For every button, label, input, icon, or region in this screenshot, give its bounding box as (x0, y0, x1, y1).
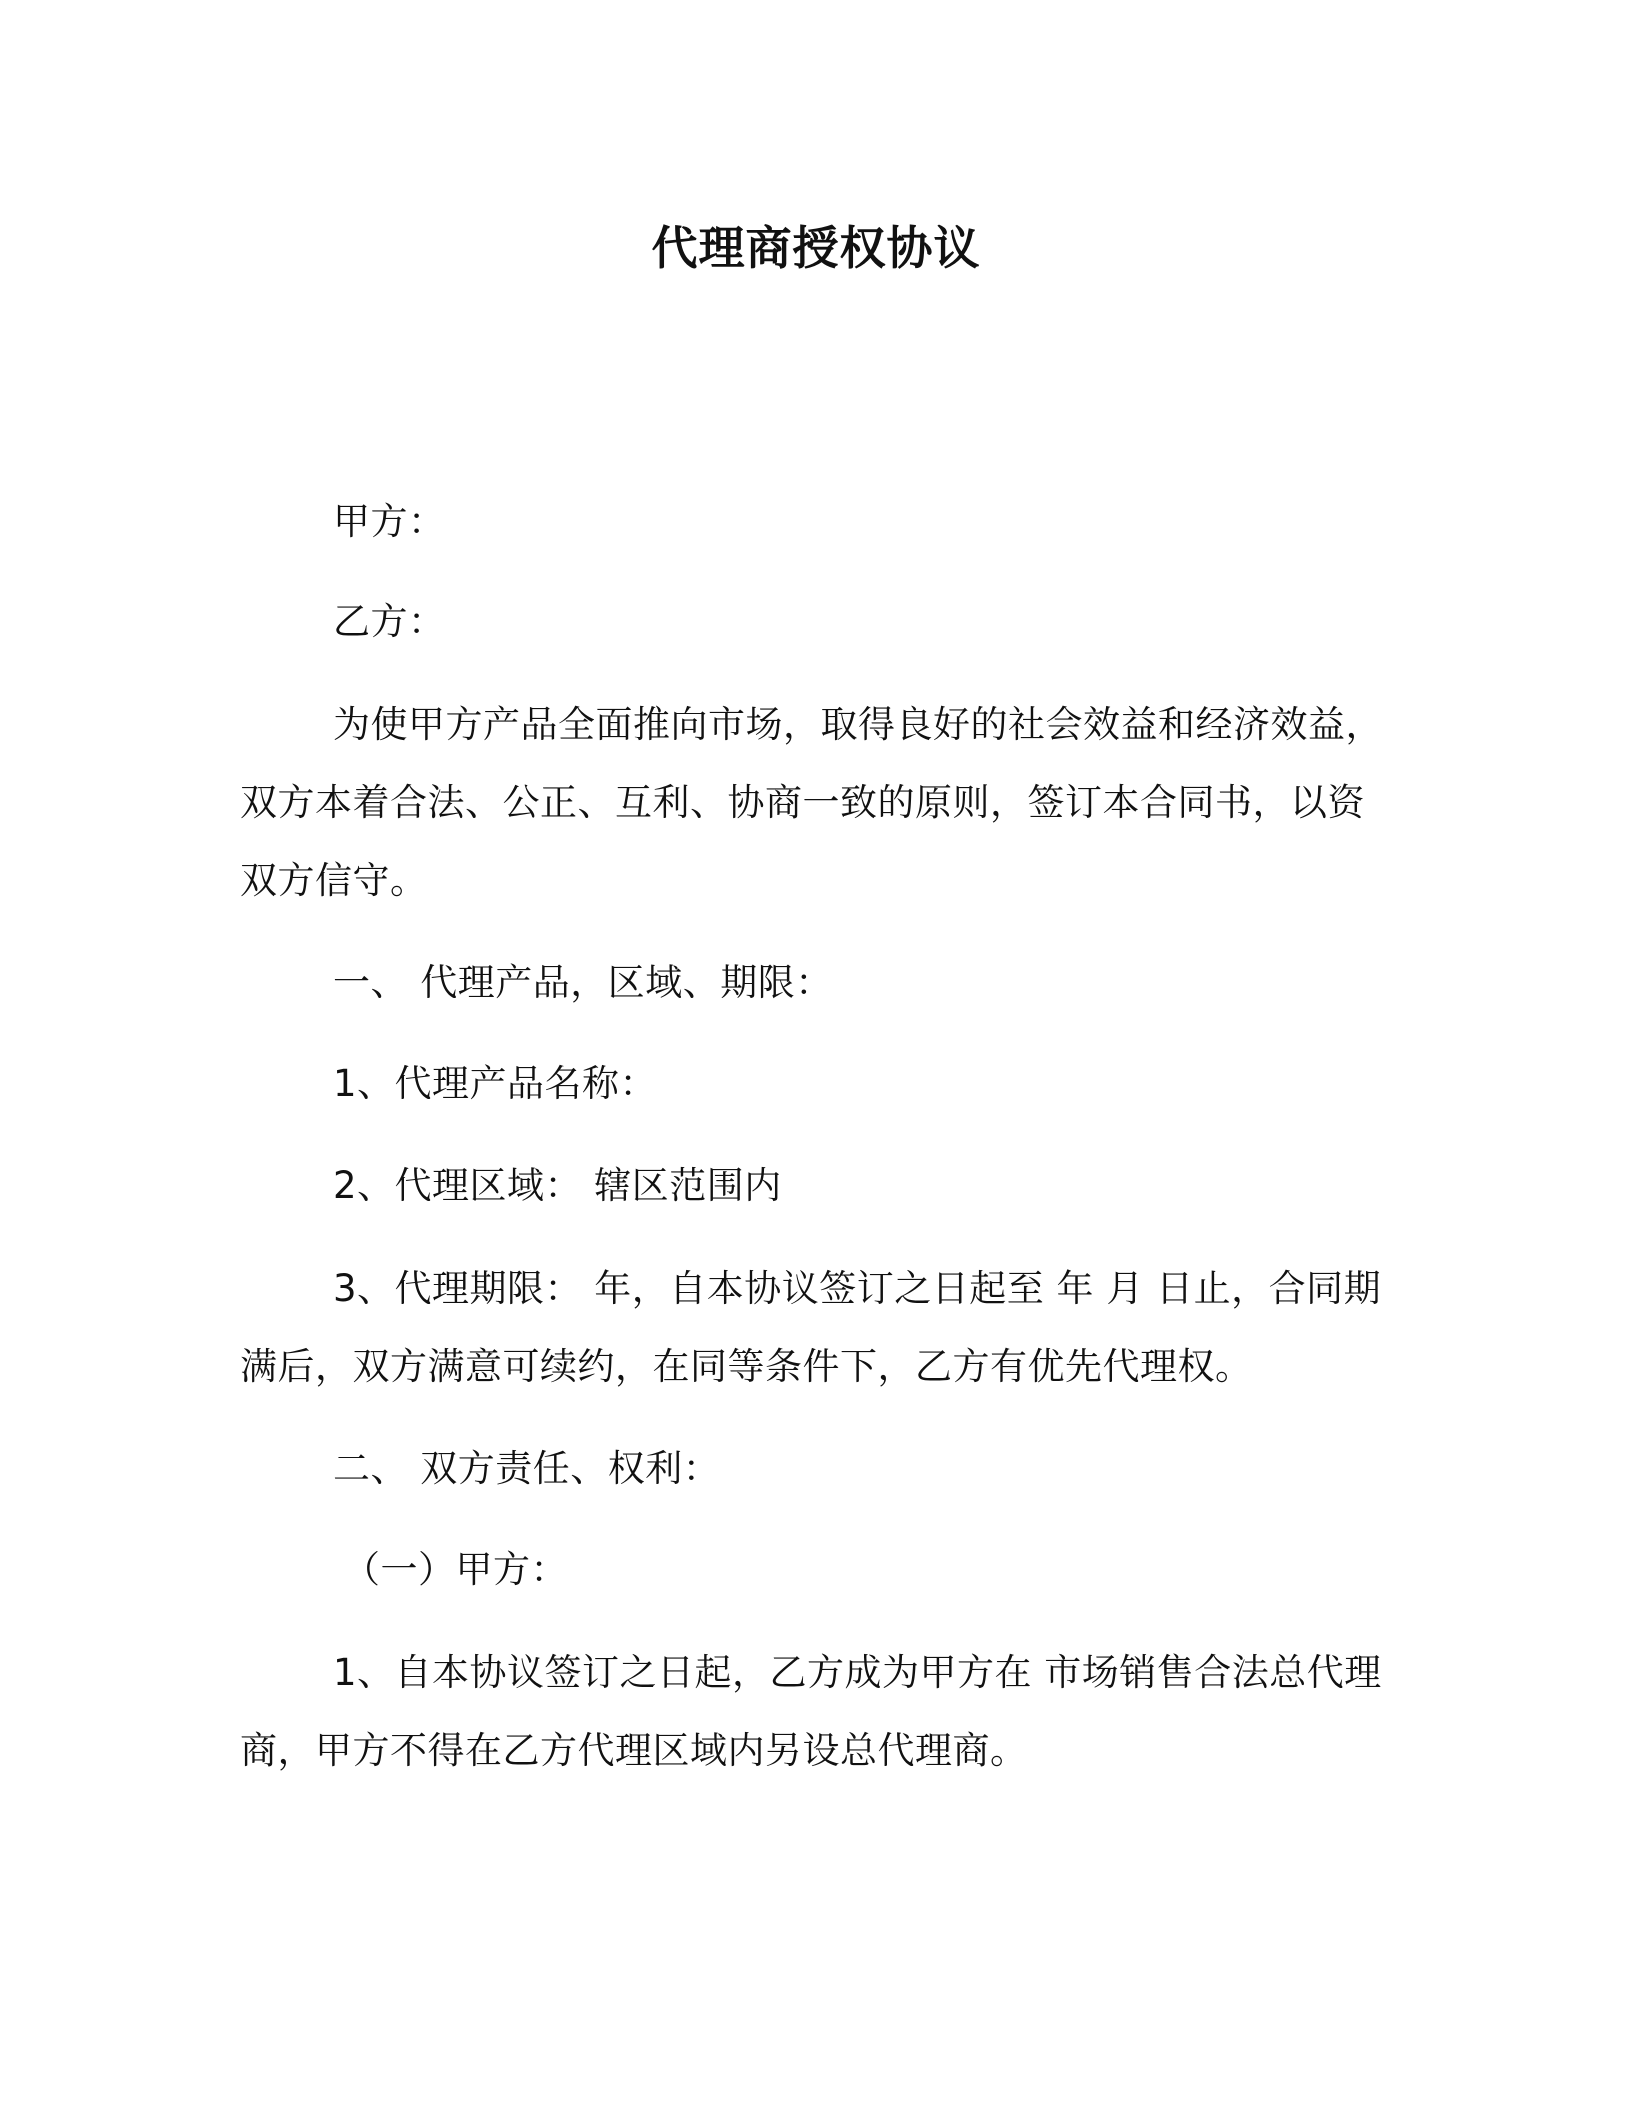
subsection-party-a: （一）甲方： (343, 1548, 568, 1591)
party-b-line: 乙方： (333, 600, 446, 643)
party-a-line: 甲方： (333, 500, 446, 543)
document-title: 代理商授权协议 (651, 221, 981, 275)
clause-1-3-line-1: 3、代理期限： 年，自本协议签订之日起至 年 月 日止，合同期 (333, 1267, 1382, 1310)
clause-1-1: 1、代理产品名称： (333, 1062, 658, 1105)
section-2-heading: 二、 双方责任、权利： (333, 1447, 721, 1490)
clause-2-1-line-1: 1、自本协议签订之日起，乙方成为甲方在 市场销售合法总代理 (333, 1651, 1382, 1694)
preamble-line-3: 双方信守。 (240, 859, 428, 902)
section-1-heading: 一、 代理产品，区域、期限： (333, 961, 833, 1004)
preamble-line-1: 为使甲方产品全面推向市场，取得良好的社会效益和经济效益， (333, 703, 1383, 746)
clause-1-3-line-2: 满后，双方满意可续约，在同等条件下，乙方有优先代理权。 (240, 1345, 1253, 1388)
preamble-line-2: 双方本着合法、公正、互利、协商一致的原则，签订本合同书，以资 (240, 781, 1365, 824)
clause-2-1-line-2: 商，甲方不得在乙方代理区域内另设总代理商。 (240, 1729, 1028, 1772)
clause-1-2: 2、代理区域： 辖区范围内 (333, 1164, 782, 1207)
